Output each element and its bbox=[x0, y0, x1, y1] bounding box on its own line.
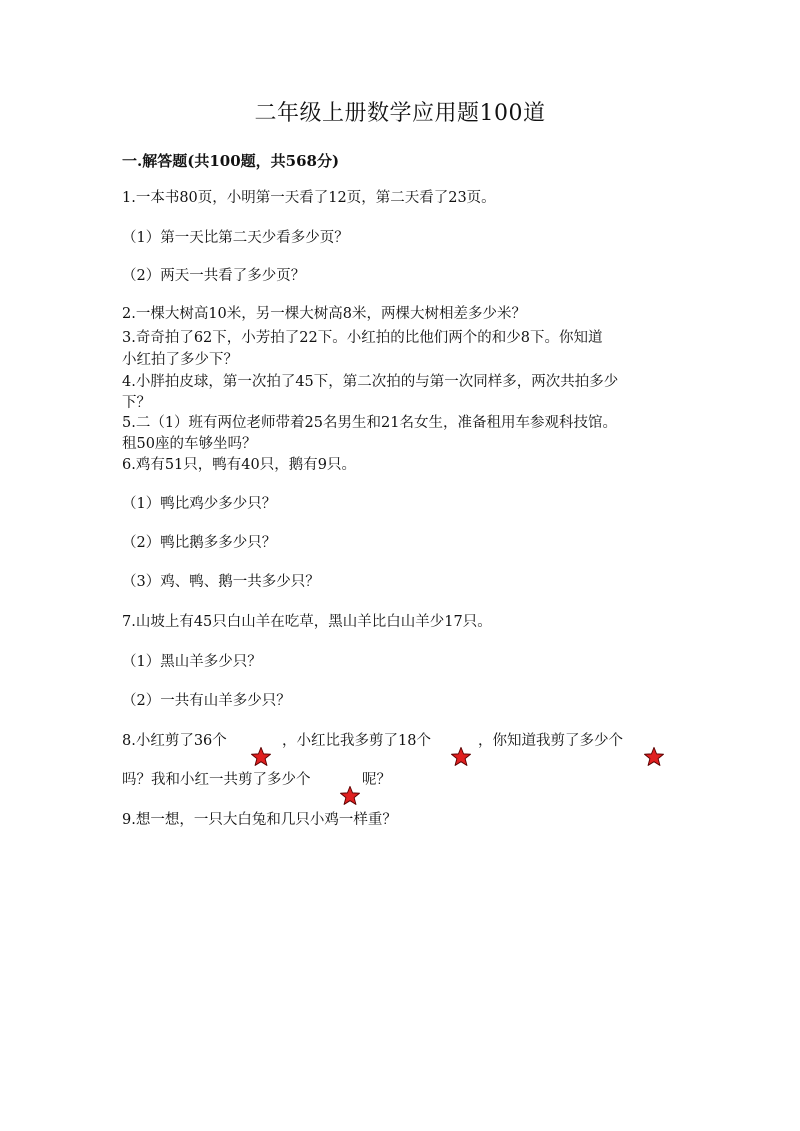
question-3-line-2: 小红拍了多少下？ bbox=[122, 352, 238, 368]
question-6-sub-1: （1）鸭比鸡少多少只？ bbox=[122, 496, 277, 512]
question-5-line-2: 租50座的车够坐吗？ bbox=[122, 436, 257, 452]
question-7-stem: 7.山坡上有45只白山羊在吃草，黑山羊比白山羊少17只。 bbox=[122, 614, 492, 630]
question-6-sub-2: （2）鸭比鹅多多少只？ bbox=[122, 535, 277, 551]
question-7-sub-2: （2）一共有山羊多少只？ bbox=[122, 693, 291, 709]
question-8-part-3: ，你知道我剪了多少个 bbox=[478, 733, 623, 749]
star-icon bbox=[339, 785, 361, 807]
section-heading: 一.解答题(共100题，共568分) bbox=[122, 152, 340, 170]
question-1-sub-1: （1）第一天比第二天少看多少页？ bbox=[122, 230, 349, 246]
question-8-part-5: 呢？ bbox=[362, 772, 391, 788]
star-icon bbox=[450, 746, 472, 768]
question-6-sub-3: （3）鸡、鸭、鹅一共多少只？ bbox=[122, 574, 320, 590]
star-icon bbox=[643, 746, 665, 768]
question-4-line-1: 4.小胖拍皮球，第一次拍了45下，第二次拍的与第一次同样多，两次共拍多少 bbox=[122, 374, 619, 390]
question-7-sub-1: （1）黑山羊多少只？ bbox=[122, 654, 262, 670]
page-title: 二年级上册数学应用题100道 bbox=[254, 101, 546, 126]
question-1-stem: 1.一本书80页，小明第一天看了12页，第二天看了23页。 bbox=[122, 190, 496, 206]
star-icon bbox=[250, 746, 272, 768]
question-8-part-4: 吗？我和小红一共剪了多少个 bbox=[122, 772, 311, 788]
question-4-line-2: 下？ bbox=[122, 395, 151, 411]
question-8-part-2: ，小红比我多剪了18个 bbox=[282, 733, 431, 749]
question-9: 9.想一想，一只大白兔和几只小鸡一样重？ bbox=[122, 812, 397, 828]
question-1-sub-2: （2）两天一共看了多少页？ bbox=[122, 268, 306, 284]
question-6-stem: 6.鸡有51只，鸭有40只，鹅有9只。 bbox=[122, 457, 356, 473]
question-8-part-1: 8.小红剪了36个 bbox=[122, 733, 227, 749]
question-2: 2.一棵大树高10米，另一棵大树高8米，两棵大树相差多少米？ bbox=[122, 306, 527, 322]
question-3-line-1: 3.奇奇拍了62下，小芳拍了22下。小红拍的比他们两个的和少8下。你知道 bbox=[122, 330, 603, 346]
question-5-line-1: 5.二（1）班有两位老师带着25名男生和21名女生，准备租用车参观科技馆。 bbox=[122, 415, 617, 431]
